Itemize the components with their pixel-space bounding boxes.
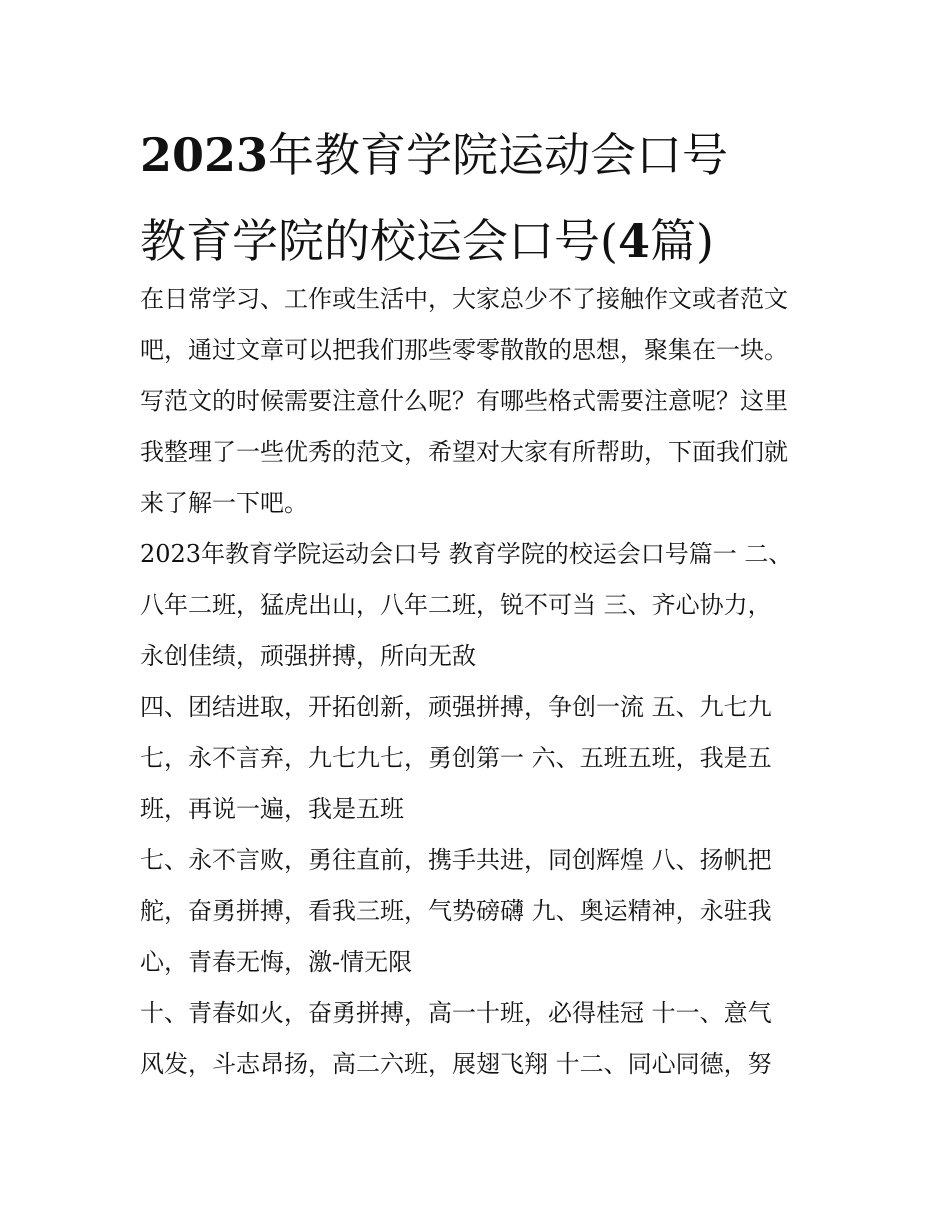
text-line: 在日常学习、工作或生活中，大家总少不了接触作文或者范文 xyxy=(140,285,788,313)
text-line: 风发，斗志昂扬，高二六班，展翅飞翔 十二、同心同德，努 xyxy=(140,1050,772,1078)
text-line: 永创佳绩，顽强拼搏，所向无敌 xyxy=(140,642,476,670)
text-line: 心，青春无悔，激-情无限 xyxy=(140,948,413,976)
title-count: 4 xyxy=(617,214,650,268)
text-line: 七，永不言弃，九七九七，勇创第一 六、五班五班，我是五 xyxy=(140,744,772,772)
text-line: 写范文的时候需要注意什么呢？有哪些格式需要注意呢？这里 xyxy=(140,387,788,415)
paragraph-intro xyxy=(140,274,820,529)
title-line-2 xyxy=(140,198,840,284)
text-line: 班，再说一遍，我是五班 xyxy=(140,795,404,823)
text-line: 我整理了一些优秀的范文，希望对大家有所帮助，下面我们就 xyxy=(140,438,788,466)
text-line: 2023年教育学院运动会口号 教育学院的校运会口号篇一 二、 xyxy=(140,540,793,568)
text-line: 来了解一下吧。 xyxy=(140,489,308,517)
text-line: 十、青春如火，奋勇拼搏，高一十班，必得桂冠 十一、意气 xyxy=(140,999,772,1027)
document-title xyxy=(140,112,840,284)
paragraph-slogans-1 xyxy=(140,529,820,682)
paragraph-slogans-2 xyxy=(140,682,820,835)
title-line-2-tail: 篇) xyxy=(649,214,714,268)
text-line: 七、永不言败，勇往直前，携手共进，同创辉煌 八、扬帆把 xyxy=(140,846,772,874)
text-line: 吧，通过文章可以把我们那些零零散散的思想，聚集在一块。 xyxy=(140,336,788,364)
title-line-2-text: 教育学院的校运会口号( xyxy=(140,214,618,268)
text-line: 八年二班，猛虎出山，八年二班，锐不可当 三、齐心协力， xyxy=(140,591,772,619)
title-line-1-text: 年教育学院运动会口号 xyxy=(268,128,729,182)
paragraph-slogans-4 xyxy=(140,988,820,1090)
paragraph-slogans-3 xyxy=(140,835,820,988)
title-year: 2023 xyxy=(140,128,269,182)
text-line: 四、团结进取，开拓创新，顽强拼搏，争创一流 五、九七九 xyxy=(140,693,772,721)
document-body xyxy=(140,274,820,1090)
title-line-1 xyxy=(140,112,840,198)
text-line: 舵，奋勇拼搏，看我三班，气势磅礴 九、奥运精神，永驻我 xyxy=(140,897,772,925)
